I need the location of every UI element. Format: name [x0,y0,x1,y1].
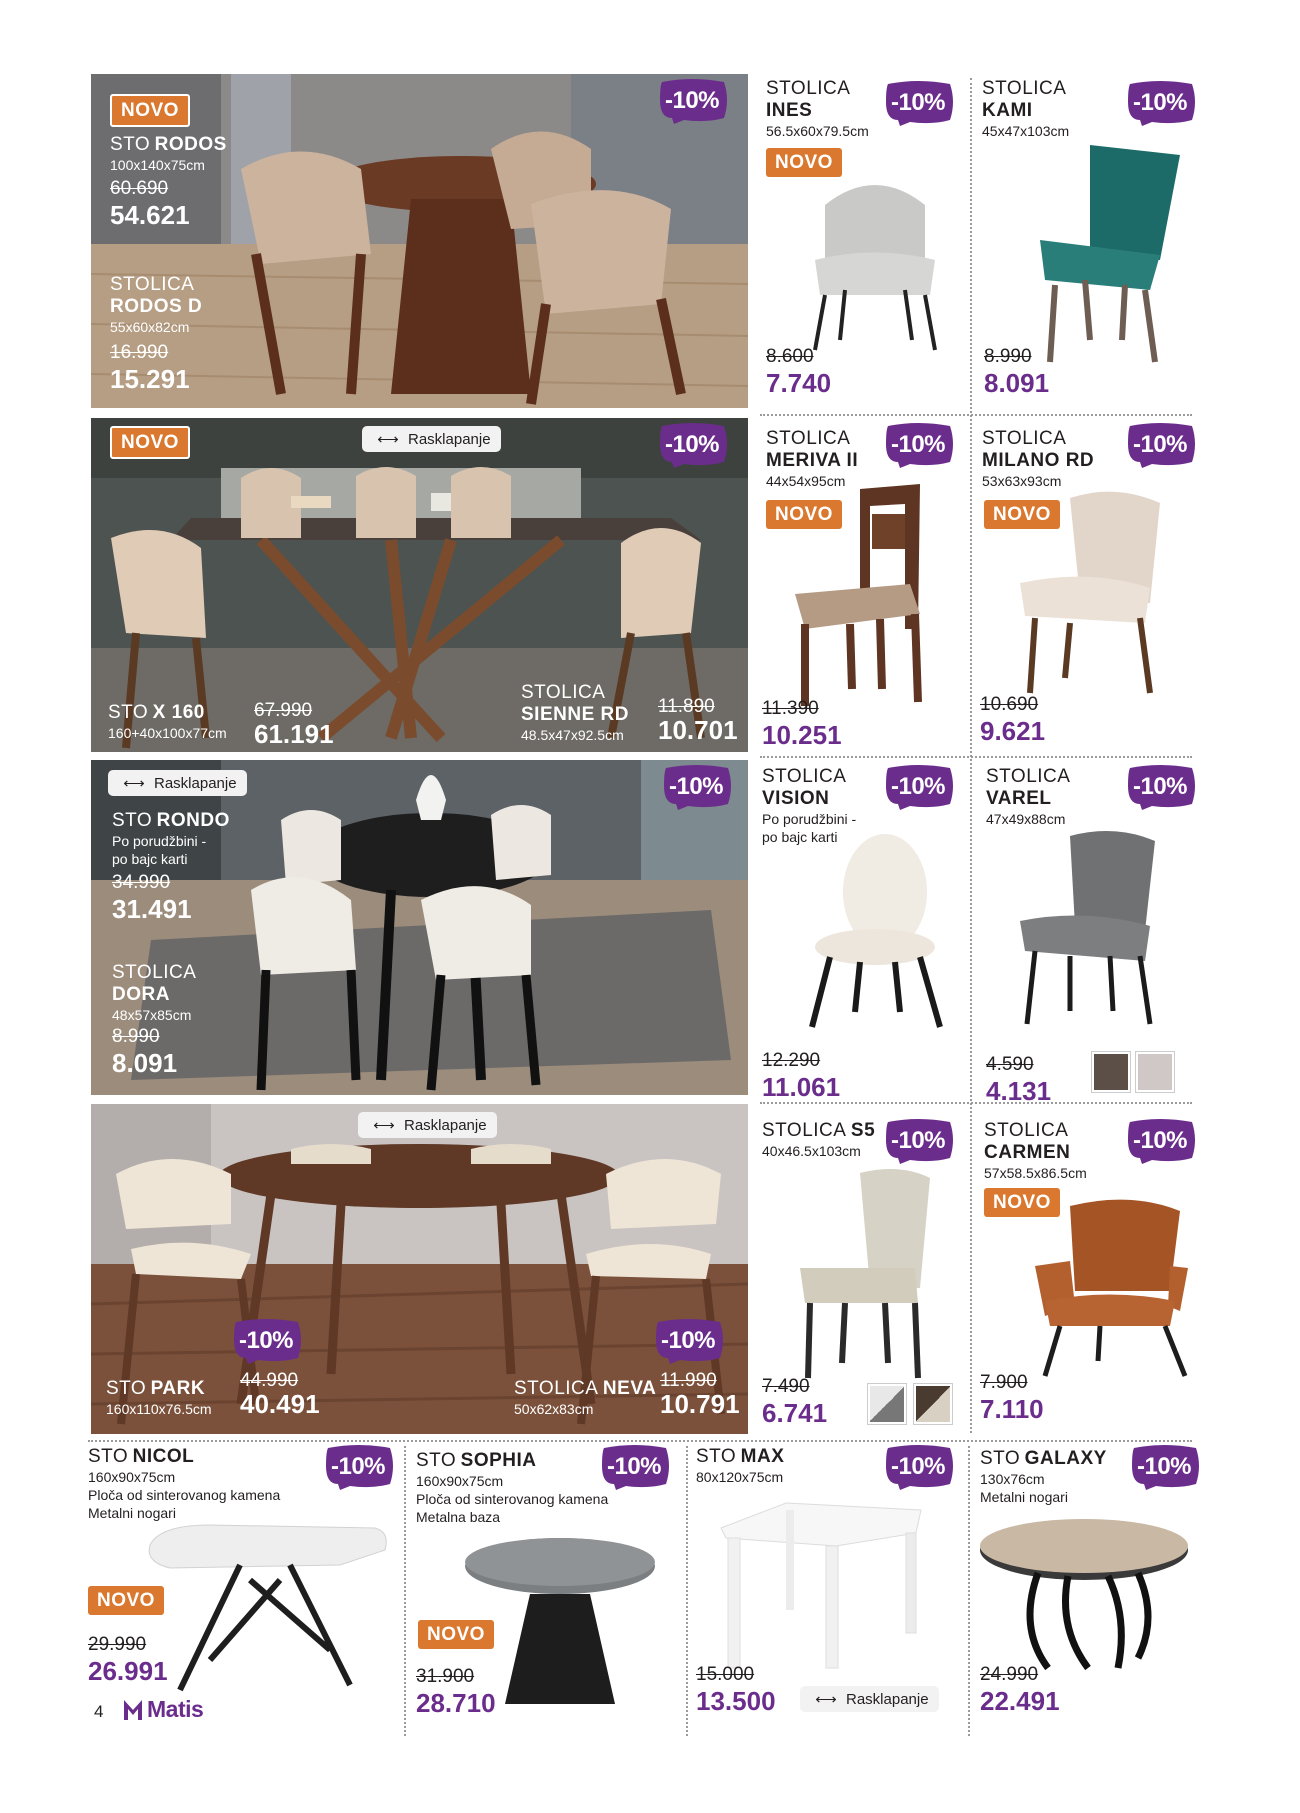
novo-badge: NOVO [110,426,190,459]
galaxy-prices [980,1664,1060,1716]
discount-badge: -10% [1122,1118,1198,1164]
meriva-chair-image [790,484,940,709]
neva-chair-info [514,1378,656,1418]
s5-chair-image [790,1168,940,1383]
old-price: 7.490 [762,1376,810,1397]
new-price: 13.500 [696,1686,776,1716]
carmen-chair-info [984,1120,1087,1182]
s5-chair-info [762,1120,875,1160]
row-divider [88,1440,1192,1442]
product-dims: 50x62x83cm [514,1401,594,1417]
varel-prices [986,1054,1051,1106]
rodos-table-info [110,134,227,230]
sienne-chair-info [521,682,629,744]
product-dims: 160x110x76.5cm [106,1401,212,1417]
product-name: VAREL [986,788,1052,809]
product-name: MAX [740,1446,785,1467]
novo-badge: NOVO [766,148,842,177]
dora-chair-info [112,962,196,1078]
product-dims: 57x58.5x86.5cm [984,1165,1087,1181]
column-divider [968,1446,970,1736]
meriva-prices [762,698,842,750]
vision-prices [762,1050,840,1102]
product-dims: 48x57x85cm [112,1007,192,1023]
discount-badge: -10% [880,1118,956,1164]
novo-badge: NOVO [766,500,842,529]
fold-label: ⟷ Rasklapanje [358,1112,497,1138]
novo-badge: NOVO [110,94,190,127]
galaxy-table-info [980,1448,1107,1506]
product-dims: 160x90x75cm [416,1473,504,1489]
discount-badge: -10% [228,1318,304,1364]
milano-prices [980,694,1045,746]
product-note: Po porudžbini - [762,811,857,827]
product-dims: 55x60x82cm [110,319,190,335]
discount-badge: -10% [1122,764,1198,810]
product-name: MERIVA II [766,450,859,471]
color-swatch-light-grey[interactable] [868,1384,906,1424]
max-table-info [696,1446,784,1486]
product-note: Po porudžbini - [112,833,207,849]
product-type: STO [980,1448,1021,1469]
milano-chair-info [982,428,1094,490]
color-swatch-brown[interactable] [914,1384,952,1424]
old-price: 67.990 [254,700,313,721]
discount-badge: -10% [880,764,956,810]
old-price: 44.990 [240,1370,299,1391]
novo-badge: NOVO [984,500,1060,529]
product-type: STOLICA [514,1378,599,1399]
product-legs: Metalni nogari [980,1489,1068,1505]
product-type: STO [110,134,151,155]
meriva-chair-info [766,428,858,490]
product-type: STO [108,702,149,723]
discount-badge: -10% [880,80,956,126]
product-name: NICOL [132,1446,195,1467]
x160-table-prices [254,700,334,749]
park-table-prices [240,1370,320,1419]
product-note: po bajc karti [762,829,838,845]
new-price: 9.621 [980,716,1046,746]
new-price: 28.710 [416,1688,496,1718]
product-type: STO [88,1446,129,1467]
product-name: MILANO RD [982,450,1095,471]
park-table-info [106,1378,212,1418]
s5-prices [762,1376,827,1428]
novo-badge: NOVO [418,1620,494,1649]
new-price: 10.701 [658,715,738,745]
new-price: 7.740 [766,368,832,398]
new-price: 4.131 [986,1076,1052,1106]
product-type: STOLICA [762,1120,847,1141]
product-name: X 160 [152,702,205,723]
product-type: STOLICA [766,428,851,449]
product-dims: 53x63x93cm [982,473,1062,489]
x160-table-info [108,702,227,742]
old-price: 8.990 [984,346,1032,367]
new-price: 15.291 [110,364,190,394]
novo-badge: NOVO [984,1188,1060,1217]
new-price: 40.491 [240,1389,320,1419]
new-price: 10.251 [762,720,842,750]
product-material: Ploča od sinterovanog kamena [416,1491,609,1507]
row-divider [760,414,1192,416]
product-type: STOLICA [986,766,1071,787]
new-price: 26.991 [88,1656,168,1686]
product-type: STO [696,1446,737,1467]
old-price: 11.390 [762,698,819,719]
fold-label: ⟷ Rasklapanje [108,770,247,796]
kami-chair-info [982,78,1069,140]
old-price: 15.000 [696,1664,755,1685]
discount-badge: -10% [596,1444,672,1490]
color-swatch-grey[interactable] [1136,1052,1174,1092]
discount-badge: -10% [880,1444,956,1490]
max-prices [696,1664,776,1716]
discount-badge: -10% [1122,422,1198,468]
product-dims: 56.5x60x79.5cm [766,123,869,139]
old-price: 34.990 [112,872,171,893]
product-dims: 160x90x75cm [88,1469,176,1485]
row-divider [760,1102,1192,1104]
galaxy-table-image [978,1518,1190,1678]
product-type: STOLICA [762,766,847,787]
double-arrow-icon: ⟷ [377,431,399,448]
old-price: 11.890 [658,696,715,717]
new-price: 61.191 [254,719,334,749]
varel-chair-info [986,766,1070,828]
discount-badge: -10% [880,422,956,468]
rondo-table-info [112,810,230,924]
milano-chair-image [1010,488,1170,698]
old-price: 60.690 [110,178,169,199]
product-dims: 160+40x100x77cm [108,725,227,741]
old-price: 4.590 [986,1054,1034,1075]
product-legs: Metalni nogari [88,1505,176,1521]
old-price: 11.990 [660,1370,717,1391]
product-name: GALAXY [1024,1448,1107,1469]
carmen-chair-image [1030,1196,1190,1381]
discount-badge: -10% [654,78,730,124]
fold-label: ⟷ Rasklapanje [362,426,501,452]
matis-logo-icon [122,1698,144,1722]
product-dims: 44x54x95cm [766,473,846,489]
ines-chair-info [766,78,869,140]
product-name: S5 [850,1120,876,1141]
product-material: Ploča od sinterovanog kamena [88,1487,281,1503]
fold-label: ⟷ Rasklapanje [800,1686,939,1712]
product-type: STOLICA [766,78,851,99]
product-note: po bajc karti [112,851,188,867]
double-arrow-icon: ⟷ [815,1691,837,1708]
product-name: VISION [762,788,830,809]
column-divider [686,1446,688,1736]
product-type: STO [416,1450,457,1471]
product-dims: 40x46.5x103cm [762,1143,861,1159]
product-type: STO [106,1378,147,1399]
neva-chair-prices [660,1370,740,1419]
brand-name: Matis [147,1696,204,1722]
product-base: Metalna baza [416,1509,501,1525]
kami-chair-image [1030,140,1190,365]
double-arrow-icon: ⟷ [373,1117,395,1134]
nicol-table-info [88,1446,280,1522]
old-price: 7.900 [980,1372,1028,1393]
product-dims: 48.5x47x92.5cm [521,727,624,743]
product-name: NEVA [602,1378,657,1399]
nicol-table-image [140,1520,395,1695]
product-type: STOLICA [521,682,606,703]
product-name: SIENNE RD [521,704,629,725]
product-type: STOLICA [982,428,1067,449]
novo-badge: NOVO [88,1586,164,1615]
product-dims: 80x120x75cm [696,1469,784,1485]
old-price: 8.600 [766,346,814,367]
discount-badge: -10% [658,764,734,810]
discount-badge: -10% [650,1318,726,1364]
double-arrow-icon: ⟷ [123,775,145,792]
row-divider [760,756,1192,758]
product-name: KAMI [982,100,1033,121]
discount-badge: -10% [1126,1444,1202,1490]
product-name: PARK [150,1378,206,1399]
new-price: 8.091 [984,368,1050,398]
carmen-prices [980,1372,1044,1424]
new-price: 31.491 [112,894,192,924]
page-number: 4 [94,1702,104,1721]
old-price: 10.690 [980,694,1039,715]
varel-chair-image [1015,826,1165,1026]
old-price: 31.900 [416,1666,475,1687]
product-dims: 130x76cm [980,1471,1045,1487]
color-swatch-brown[interactable] [1092,1052,1130,1092]
product-dims: 45x47x103cm [982,123,1070,139]
new-price: 8.091 [112,1048,178,1078]
column-divider [404,1446,406,1736]
new-price: 11.061 [762,1072,841,1102]
nicol-prices [88,1634,168,1686]
product-name: INES [766,100,813,121]
sophia-table-info [416,1450,608,1526]
ines-chair-image [800,165,950,355]
product-type: STOLICA [982,78,1067,99]
old-price: 8.990 [112,1026,160,1047]
old-price: 16.990 [110,342,169,363]
sienne-chair-prices [658,696,738,745]
vision-chair-image [800,832,950,1032]
new-price: 10.791 [660,1389,740,1419]
new-price: 7.110 [980,1394,1044,1424]
product-type: STOLICA [112,962,197,983]
old-price: 24.990 [980,1664,1039,1685]
discount-badge: -10% [320,1444,396,1490]
discount-badge: -10% [654,422,730,468]
new-price: 22.491 [980,1686,1060,1716]
product-dims: 47x49x88cm [986,811,1066,827]
product-type: STOLICA [984,1120,1069,1141]
product-name: CARMEN [984,1142,1071,1163]
discount-badge: -10% [1122,80,1198,126]
product-dims: 100x140x75cm [110,157,205,173]
new-price: 6.741 [762,1398,828,1428]
product-type: STO [112,810,153,831]
old-price: 12.290 [762,1050,821,1071]
product-name: RONDO [156,810,230,831]
max-table-image [716,1498,926,1670]
rodos-chair-info [110,274,202,394]
new-price: 54.621 [110,200,190,230]
brand-logo[interactable] [122,1696,203,1723]
product-name: RODOS D [110,296,203,317]
product-name: RODOS [154,134,227,155]
product-name: SOPHIA [460,1450,537,1471]
ines-prices [766,346,831,398]
old-price: 29.990 [88,1634,147,1655]
sophia-prices [416,1666,496,1718]
kami-prices [984,346,1049,398]
product-type: STOLICA [110,274,195,295]
product-name: DORA [112,984,170,1005]
